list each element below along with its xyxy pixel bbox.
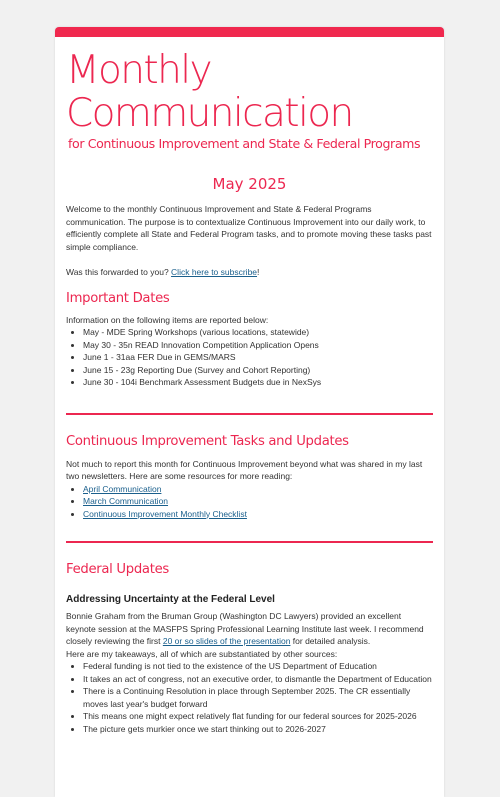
issue-month: May 2025 bbox=[212, 175, 287, 193]
ci-paragraph: Not much to report this month for Continuous Improvement beyond what was shared in my last two newsletters. Here are some resources for more reading: bbox=[66, 458, 423, 481]
april-communication-link[interactable]: April Communication bbox=[83, 483, 162, 494]
newsletter-title bbox=[66, 37, 433, 135]
date-item: • May - MDE Spring Workshops (various locations, statewide) bbox=[83, 326, 433, 339]
ci-checklist-link[interactable]: Continuous Improvement Monthly Checklist bbox=[83, 508, 247, 519]
important-dates-heading: Important Dates bbox=[66, 290, 170, 306]
takeaway-item: • It takes an act of congress, not an executive order, to dismantle the Department of Education bbox=[83, 673, 433, 686]
important-dates-intro: Information on the following items are reported below: bbox=[66, 314, 269, 325]
takeaways-list bbox=[66, 660, 433, 735]
ci-links-list bbox=[66, 483, 433, 521]
section-divider bbox=[66, 541, 433, 543]
forwarded-prefix: Was this forwarded to you? bbox=[66, 267, 172, 277]
intro-paragraph: Welcome to the monthly Continuous Improvement and State & Federal Programs communication. The purpose is to contextualize Continuous Improvement into our daily work, to efficiently complete all State and Federal Program tasks, and to promote moving these tasks past simple compliance. bbox=[66, 204, 432, 252]
list-item bbox=[83, 508, 433, 521]
date-item: • June 15 - 23g Reporting Due (Survey and Cohort Reporting) bbox=[83, 364, 433, 377]
march-communication-link[interactable]: March Communication bbox=[83, 496, 169, 506]
takeaways-intro: Here are my takeaways, all of which are substantiated by other sources: bbox=[66, 648, 338, 659]
federal-paragraph-suffix: for detailed analysis. bbox=[290, 636, 371, 646]
takeaway-item: • There is a Continuing Resolution in place through September 2025. The CR essentially moves last year's budget forward bbox=[83, 685, 433, 710]
newsletter-card bbox=[55, 27, 444, 797]
section-divider bbox=[66, 413, 433, 415]
title-line-1: Monthly bbox=[66, 48, 211, 93]
ci-heading: Continuous Improvement Tasks and Updates bbox=[66, 433, 349, 449]
takeaway-item: • Federal funding is not tied to the existence of the US Department of Education bbox=[83, 660, 433, 673]
important-dates-list bbox=[66, 326, 433, 389]
newsletter-subtitle: for Continuous Improvement and State & Federal Programs bbox=[68, 136, 421, 151]
federal-subheading: Addressing Uncertainty at the Federal Level bbox=[66, 594, 275, 605]
date-item: • June 30 - 104i Benchmark Assessment Budgets due in NexSys bbox=[83, 376, 433, 389]
federal-paragraph-prefix: Bonnie Graham from the Bruman Group (Washington DC Lawyers) provided an excellent keynote session at the MASFPS Spring Professional Learning Institute last week. I recommend closely reviewing the first bbox=[66, 611, 424, 646]
presentation-slides-link[interactable]: 20 or so slides of the presentation bbox=[162, 636, 291, 646]
date-item: • May 30 - 35n READ Innovation Competition Application Opens bbox=[83, 339, 433, 352]
subscribe-link[interactable]: Click here to subscribe bbox=[171, 267, 258, 277]
forwarded-suffix: ! bbox=[257, 267, 260, 277]
takeaway-item: • The picture gets murkier once we start thinking out to 2026-2027 bbox=[83, 723, 433, 736]
federal-paragraph bbox=[66, 610, 433, 648]
forwarded-line bbox=[66, 266, 433, 279]
takeaway-item: • This means one might expect relatively flat funding for our federal sources for 2025-2026 bbox=[83, 710, 433, 723]
title-line-2: Communication bbox=[66, 91, 353, 136]
federal-heading: Federal Updates bbox=[66, 562, 169, 577]
date-item: • June 1 - 31aa FER Due in GEMS/MARS bbox=[83, 351, 433, 364]
list-item bbox=[83, 483, 433, 496]
list-item bbox=[83, 495, 433, 508]
